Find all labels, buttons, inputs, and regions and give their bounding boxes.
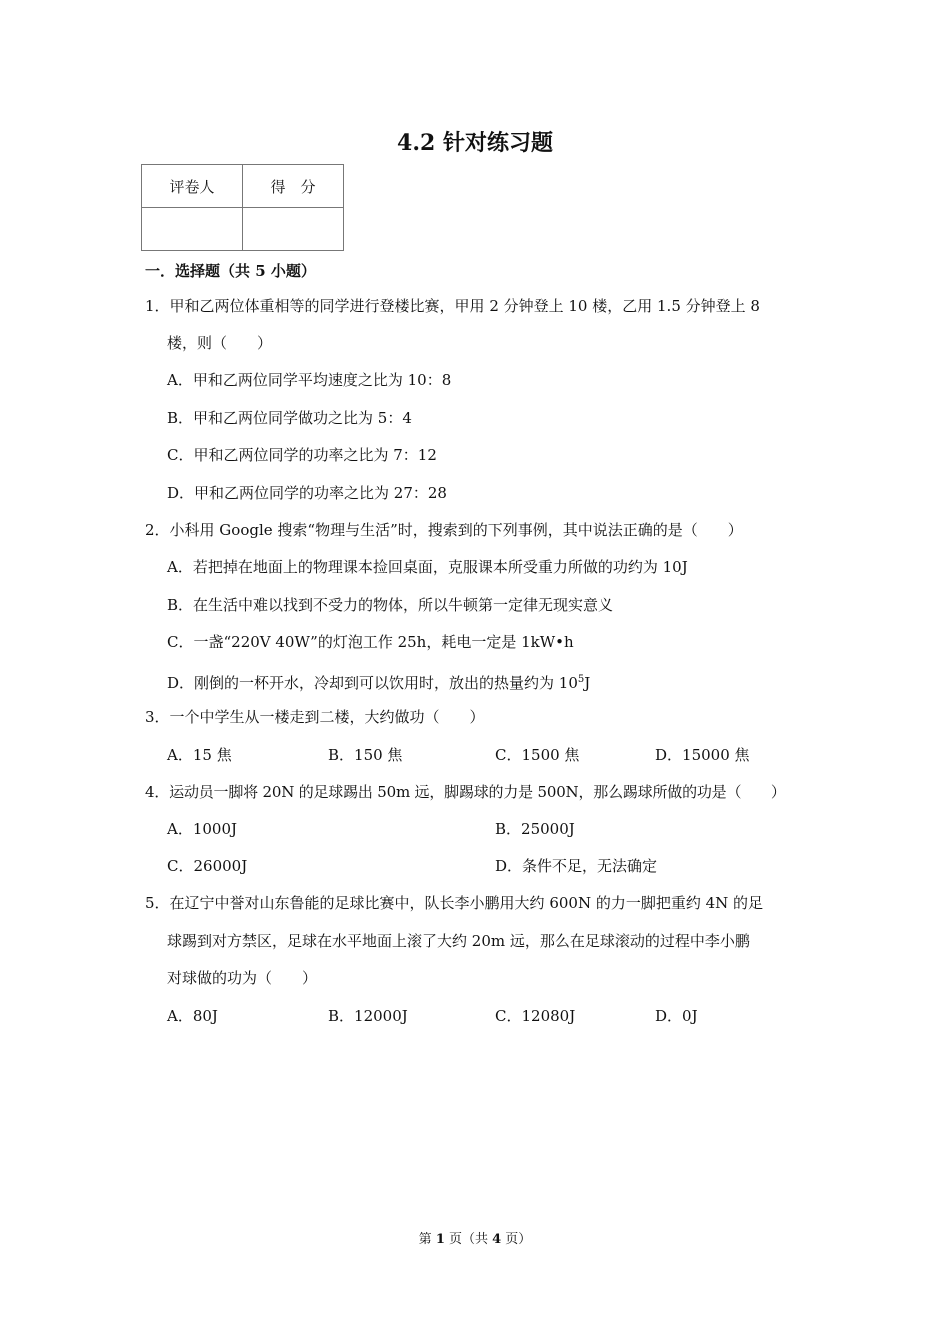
question-5-option-a: A．80J	[167, 1007, 218, 1025]
question-2-text: 2．小科用 Google 搜索“物理与生活”时，搜索到的下列事例，其中说法正确的是（ ）	[145, 521, 743, 539]
question-3-option-b: B．150 焦	[328, 746, 403, 764]
question-4-option-c: C．26000J	[167, 857, 248, 875]
question-2-option-a: A．若把掉在地面上的物理课本捡回桌面，克服课本所受重力所做的功约为 10J	[167, 558, 688, 576]
question-1-option-d: D．甲和乙两位同学的功率之比为 27：28	[167, 484, 447, 502]
question-1-option-b: B．甲和乙两位同学做功之比为 5：4	[167, 409, 412, 427]
page-title: 4.2 针对练习题	[397, 130, 553, 156]
question-5-option-b: B．12000J	[328, 1007, 408, 1025]
question-5-text: 5．在辽宁中誉对山东鲁能的足球比赛中，队长李小鹏用大约 600N 的力一脚把重约 4N 的足	[145, 894, 764, 912]
section-heading: 一．选择题（共 5 小题）	[145, 262, 316, 280]
grade-table-header-grader: 评卷人	[142, 165, 243, 208]
footer-suffix: 页）	[501, 1232, 532, 1247]
question-3-option-d: D．15000 焦	[655, 746, 750, 764]
question-2-option-d	[167, 671, 590, 692]
question-2-option-b: B．在生活中难以找到不受力的物体，所以牛顿第一定律无现实意义	[167, 596, 614, 614]
question-4-option-a: A．1000J	[167, 820, 238, 838]
question-5-text-cont: 球踢到对方禁区，足球在水平地面上滚了大约 20m 远，那么在足球滚动的过程中李小鹏	[167, 932, 750, 950]
question-2-option-d-exponent: 5	[577, 674, 585, 685]
grader-cell	[142, 208, 243, 251]
question-3-text: 3．一个中学生从一楼走到二楼，大约做功（ ）	[145, 708, 485, 726]
footer-page-number: 1	[435, 1232, 445, 1247]
question-3-option-a: A．15 焦	[167, 746, 232, 764]
question-5-option-d: D．0J	[655, 1007, 698, 1025]
score-cell	[243, 208, 344, 251]
question-5-text-cont-2: 对球做的功为（ ）	[167, 969, 318, 987]
question-2-option-d-unit: J	[584, 674, 591, 692]
question-1-option-c: C．甲和乙两位同学的功率之比为 7：12	[167, 446, 437, 464]
grade-table-header-score: 得 分	[243, 165, 344, 208]
question-3-option-c: C．1500 焦	[495, 746, 580, 764]
page-footer	[0, 1228, 950, 1247]
question-4-option-b: B．25000J	[495, 820, 575, 838]
question-1-option-a: A．甲和乙两位同学平均速度之比为 10：8	[167, 371, 452, 389]
question-4-option-d: D．条件不足，无法确定	[495, 857, 658, 875]
grade-table	[141, 164, 344, 251]
footer-prefix: 第	[418, 1232, 436, 1247]
question-2-option-d-text: D．刚倒的一杯开水，冷却到可以饮用时，放出的热量约为 10	[167, 674, 578, 692]
question-1-text: 1．甲和乙两位体重相等的同学进行登楼比赛，甲用 2 分钟登上 10 楼，乙用 1.5 分钟登上 8	[145, 297, 760, 315]
footer-total-pages: 4	[492, 1232, 502, 1247]
question-2-option-c: C．一盏“220V 40W”的灯泡工作 25h，耗电一定是 1kW•h	[167, 633, 574, 651]
question-4-text: 4．运动员一脚将 20N 的足球踢出 50m 远，脚踢球的力是 500N，那么踢球所做的功是（ ）	[145, 783, 786, 801]
footer-middle: 页（共	[444, 1232, 493, 1247]
question-5-option-c: C．12080J	[495, 1007, 576, 1025]
question-1-text-cont: 楼，则（ ）	[167, 334, 273, 352]
